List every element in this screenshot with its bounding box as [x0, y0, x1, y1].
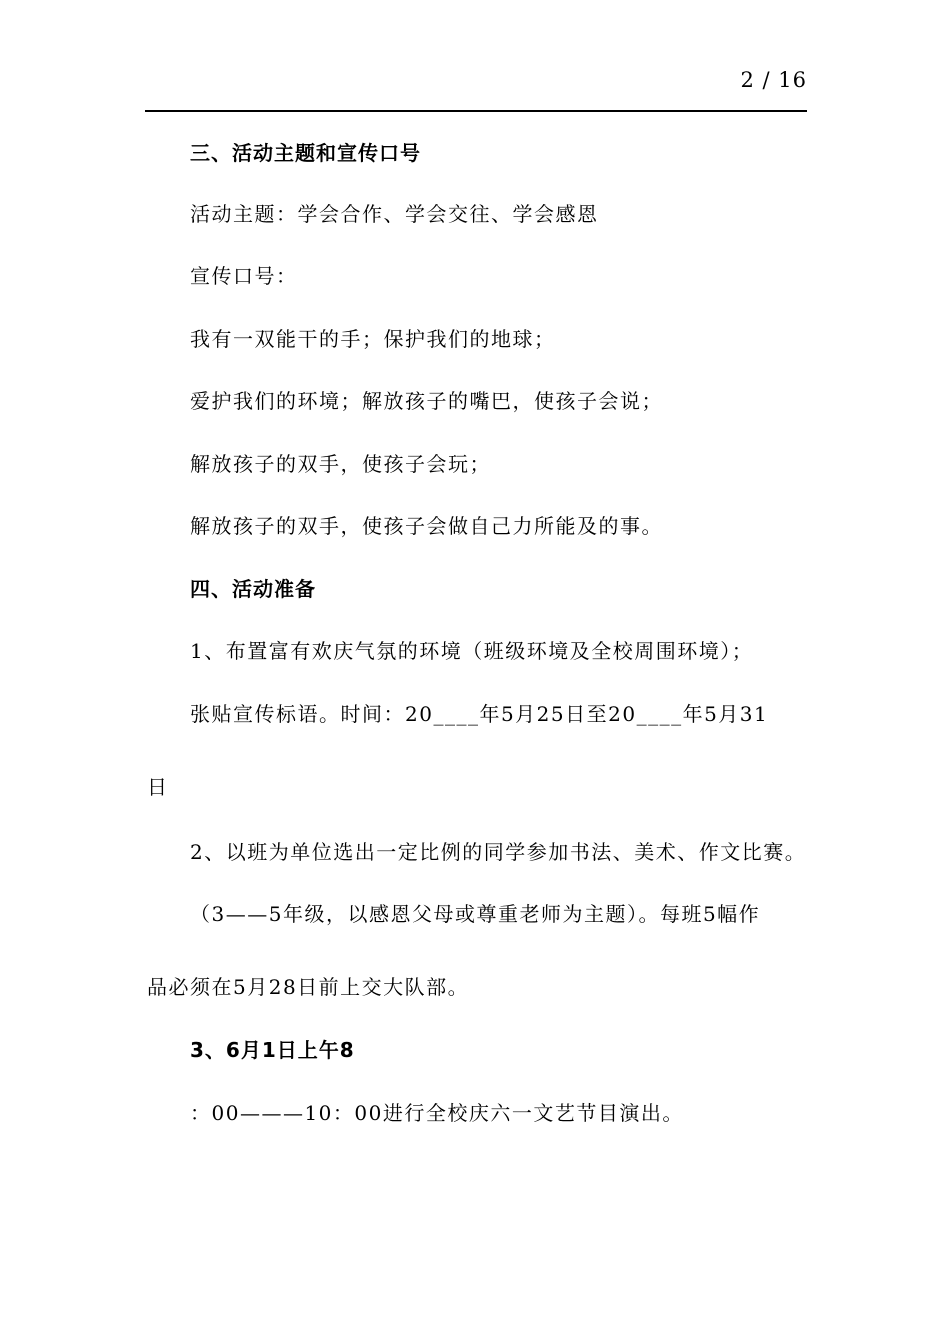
paragraph-slogan-1: 我有一双能干的手；保护我们的地球；: [190, 327, 556, 351]
paragraph-prep-1-time: 张贴宣传标语。时间：20____年5月25日至20____年5月31: [190, 702, 769, 726]
paragraph-prep-2: 2、以班为单位选出一定比例的同学参加书法、美术、作文比赛。: [190, 840, 807, 864]
paragraph-prep-3: 3、6月1日上午8: [190, 1038, 355, 1062]
section-heading-preparation: 四、活动准备: [190, 577, 316, 601]
paragraph-prep-2-detail: （3——5年级，以感恩父母或尊重老师为主题）。每班5幅作: [190, 902, 761, 926]
page-number: 2 / 16: [740, 68, 807, 92]
paragraph-prep-1-time-cont: 日: [147, 775, 169, 799]
paragraph-slogan-3: 解放孩子的双手，使孩子会玩；: [190, 452, 491, 476]
section-heading-theme: 三、活动主题和宣传口号: [190, 141, 421, 165]
paragraph-prep-2-detail-cont: 品必须在5月28日前上交大队部。: [147, 975, 470, 999]
paragraph-slogan-2: 爱护我们的环境；解放孩子的嘴巴，使孩子会说；: [190, 389, 663, 413]
header-divider: [145, 110, 807, 112]
paragraph-slogan-label: 宣传口号：: [190, 264, 298, 288]
paragraph-slogan-4: 解放孩子的双手，使孩子会做自己力所能及的事。: [190, 514, 663, 538]
paragraph-theme: 活动主题：学会合作、学会交往、学会感恩: [190, 202, 599, 226]
page-header: [145, 62, 807, 110]
paragraph-prep-3-time: ：00———10：00进行全校庆六一文艺节目演出。: [190, 1101, 684, 1125]
paragraph-prep-1: 1、布置富有欢庆气氛的环境（班级环境及全校周围环境）；: [190, 639, 754, 663]
